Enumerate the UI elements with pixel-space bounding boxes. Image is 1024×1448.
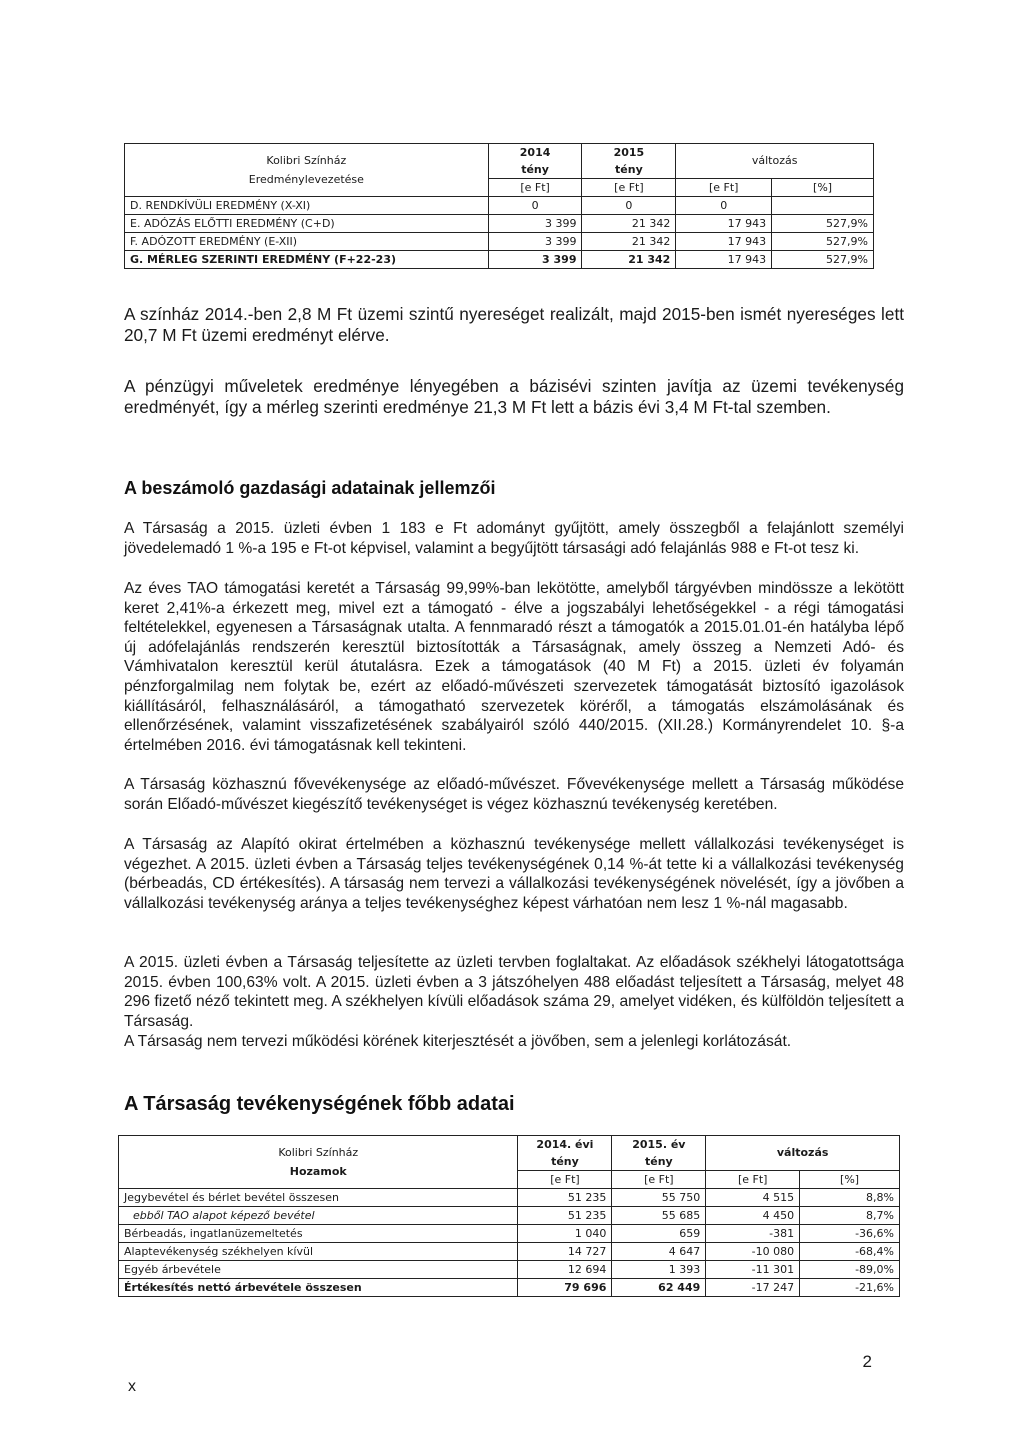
value-diff: 17 943: [676, 251, 772, 269]
table2-unit-eft1: [e Ft]: [518, 1171, 612, 1189]
table-row: [119, 1225, 900, 1243]
value-diff: -10 080: [706, 1243, 800, 1261]
value-diff: -17 247: [706, 1279, 800, 1297]
table-row: [119, 1207, 900, 1225]
table2-title-line1: Kolibri Színház: [278, 1146, 359, 1159]
row-label: G. MÉRLEG SZERINTI EREDMÉNY (F+22-23): [125, 251, 489, 269]
row-label: D. RENDKÍVÜLI EREDMÉNY (X-XI): [125, 197, 489, 215]
value-2015: 55 685: [612, 1207, 706, 1225]
table1-col-year2: 2015: [582, 144, 676, 162]
table1-unit-eft3: [e Ft]: [676, 179, 772, 197]
table1-unit-eft2: [e Ft]: [582, 179, 676, 197]
table-row: [119, 1243, 900, 1261]
value-pct: 8,7%: [800, 1207, 900, 1225]
table-row: [125, 233, 874, 251]
value-2014: 0: [488, 197, 582, 215]
row-label: Értékesítés nettó árbevétele összesen: [119, 1279, 518, 1297]
value-2014: 12 694: [518, 1261, 612, 1279]
table1-unit-eft1: [e Ft]: [488, 179, 582, 197]
table2-unit-eft2: [e Ft]: [612, 1171, 706, 1189]
value-pct: -21,6%: [800, 1279, 900, 1297]
table2-title-line2: Hozamok: [289, 1165, 347, 1178]
value-pct: [772, 197, 874, 215]
paragraph-business-activity: A Társaság az Alapító okirat értelmében a közhasznú tevékenysége mellett vállalkozási tevékenységet is végezhet. A 2015. üzleti évben a Társaság teljes tevékenységének 0,14 %-át tette ki a vállalkozási tevékenység (bérbeadás, CD értékesítés). A társaság nem tervezi a vállalkozási tevékenységének növelését, így a jövőben a vállalkozási tevékenység aránya a teljes tevékenységhez képest várhatóan nem lesz 1 %-nál magasabb.: [124, 836, 904, 912]
table2-col-teny1: tény: [518, 1153, 612, 1171]
revenue-table: [118, 1135, 900, 1297]
table2-unit-pct: [%]: [800, 1171, 900, 1189]
value-pct: 527,9%: [772, 215, 874, 233]
value-2014: 79 696: [518, 1279, 612, 1297]
value-2015: 4 647: [612, 1243, 706, 1261]
value-diff: 4 515: [706, 1189, 800, 1207]
value-2014: 3 399: [488, 251, 582, 269]
table1-col-teny1: tény: [488, 161, 582, 179]
table1-col-change: változás: [676, 144, 874, 179]
value-diff: 0: [676, 197, 772, 215]
table2-title-cell: [119, 1136, 518, 1189]
value-2015: 0: [582, 197, 676, 215]
table1-unit-pct: [%]: [772, 179, 874, 197]
value-2015: 55 750: [612, 1189, 706, 1207]
value-pct: -68,4%: [800, 1243, 900, 1261]
value-2015: 21 342: [582, 251, 676, 269]
value-2015: 21 342: [582, 233, 676, 251]
paragraph-operating-result: A színház 2014.-ben 2,8 M Ft üzemi szintű nyereséget realizált, majd 2015-ben ismét nyereséges lett 20,7 M Ft üzemi eredményt elérve.: [124, 304, 904, 345]
value-diff: 17 943: [676, 215, 772, 233]
row-label: ebből TAO alapot képező bevétel: [119, 1207, 518, 1225]
table1-title-cell: [125, 144, 489, 197]
value-pct: 527,9%: [772, 251, 874, 269]
paragraph-main-activity: A Társaság közhasznú fővevékenysége az előadó-művészet. Fővevékenysége mellett a Társaság működése során Előadó-művészet kiegészítő tevékenységet is végez közhasznú tevékenység keretében.: [124, 776, 904, 813]
paragraph-donations: A Társaság a 2015. üzleti évben 1 183 e Ft adományt gyűjtött, amely összegből a felajánlott személyi jövedelemadó 1 %-a 195 e Ft-ot képvisel, valamint a begyűjtött társasági adó felajánlás 988 e Ft-ot tesz ki.: [124, 520, 904, 557]
row-label: Egyéb árbevétele: [119, 1261, 518, 1279]
value-2014: 1 040: [518, 1225, 612, 1243]
value-2015: 21 342: [582, 215, 676, 233]
value-pct: -89,0%: [800, 1261, 900, 1279]
section-heading-activity-data: A Társaság tevékenységének főbb adatai: [124, 1093, 515, 1115]
value-pct: -36,6%: [800, 1225, 900, 1243]
table2-col-year2: 2015. év: [612, 1136, 706, 1154]
value-2014: 51 235: [518, 1207, 612, 1225]
value-diff: -11 301: [706, 1261, 800, 1279]
paragraph-tao-support: Az éves TAO támogatási keretét a Társaság 99,99%-ban lekötötte, amelyből tárgyévben mindössze a lekötött keret 2,41%-a érkezett meg, mivel ezt a támogató - élve a jogszabályi lehetőségekkel - a régi támogatási feltételekkel, egyenesen a Társaságnak utalta. A fennmaradó részt a támogatók a 2015.01.01-én hatályba lépő új adófelajánlás rendszerén keresztül biztosították a Társaságnak, amely összeg a Nemzeti Adó- és Vámhivatalon keresztül kerül átutalásra. Ezek a támogatások (40 M Ft) a 2015. üzleti év folyamán pénzforgalmilag nem folytak be, ezért az előadó-művészeti szervezetek támogatását biztosító igazolások kiállításáról, felhasználásáról, a támogatható szervezetek köréről, a támogatás elszámolásának és ellenőrzésének, valamint visszafizetésének szabályairól szóló 440/2015. (XII.28.) Kormányrendelet 10. §-a értelmében 2016. évi támogatásnak kell tekinteni.: [124, 580, 904, 754]
table-row: [119, 1261, 900, 1279]
income-statement-table: [124, 143, 874, 269]
value-pct: 8,8%: [800, 1189, 900, 1207]
footer-mark: x: [128, 1378, 136, 1395]
row-label: E. ADÓZÁS ELŐTTI EREDMÉNY (C+D): [125, 215, 489, 233]
table2-col-teny2: tény: [612, 1153, 706, 1171]
value-2014: 14 727: [518, 1243, 612, 1261]
table-row: [119, 1189, 900, 1207]
page-number: 2: [862, 1352, 872, 1371]
row-label: F. ADÓZOTT EREDMÉNY (E-XII): [125, 233, 489, 251]
row-label: Alaptevékenység székhelyen kívül: [119, 1243, 518, 1261]
table1-title-line2: Eredménylevezetése: [248, 173, 364, 186]
row-label: Jegybevétel és bérlet bevétel összesen: [119, 1189, 518, 1207]
paragraph-scope: A Társaság nem tervezi működési körének kiterjesztését a jövőben, sem a jelenlegi korlátozását.: [124, 1033, 792, 1050]
table2-unit-eft3: [e Ft]: [706, 1171, 800, 1189]
row-label: Bérbeadás, ingatlanüzemeltetés: [119, 1225, 518, 1243]
value-pct: 527,9%: [772, 233, 874, 251]
paragraph-business-plan: A 2015. üzleti évben a Társaság teljesítette az üzleti tervben foglaltakat. Az előadások székhelyi látogatottsága 2015. évben 100,63% volt. A 2015. üzleti évben a 3 játszóhelyen 488 előadást teljesített a Társaság, melyet 48 296 fizető néző tekintett meg. A székhelyen kívüli előadások száma 29, amelyet vidéken, és külföldön teljesített a Társaság.: [124, 954, 904, 1030]
table-row: [125, 215, 874, 233]
table-row: [119, 1279, 900, 1297]
table2-col-year1: 2014. évi: [518, 1136, 612, 1154]
value-2014: 51 235: [518, 1189, 612, 1207]
table-row: [125, 197, 874, 215]
value-2015: 659: [612, 1225, 706, 1243]
value-2014: 3 399: [488, 233, 582, 251]
table1-col-teny2: tény: [582, 161, 676, 179]
value-diff: -381: [706, 1225, 800, 1243]
table1-title-line1: Kolibri Színház: [266, 154, 347, 167]
value-diff: 4 450: [706, 1207, 800, 1225]
section-heading-economic-data: A beszámoló gazdasági adatainak jellemzői: [124, 478, 496, 498]
value-diff: 17 943: [676, 233, 772, 251]
table1-col-year1: 2014: [488, 144, 582, 162]
value-2015: 62 449: [612, 1279, 706, 1297]
paragraph-financial-result: A pénzügyi műveletek eredménye lényegében a bázisévi szinten javítja az üzemi tevékenység eredményét, így a mérleg szerinti eredménye 21,3 M Ft lett a bázis évi 3,4 M Ft-tal szemben.: [124, 376, 904, 417]
value-2015: 1 393: [612, 1261, 706, 1279]
table-row: [125, 251, 874, 269]
value-2014: 3 399: [488, 215, 582, 233]
table2-col-change: változás: [706, 1136, 900, 1171]
